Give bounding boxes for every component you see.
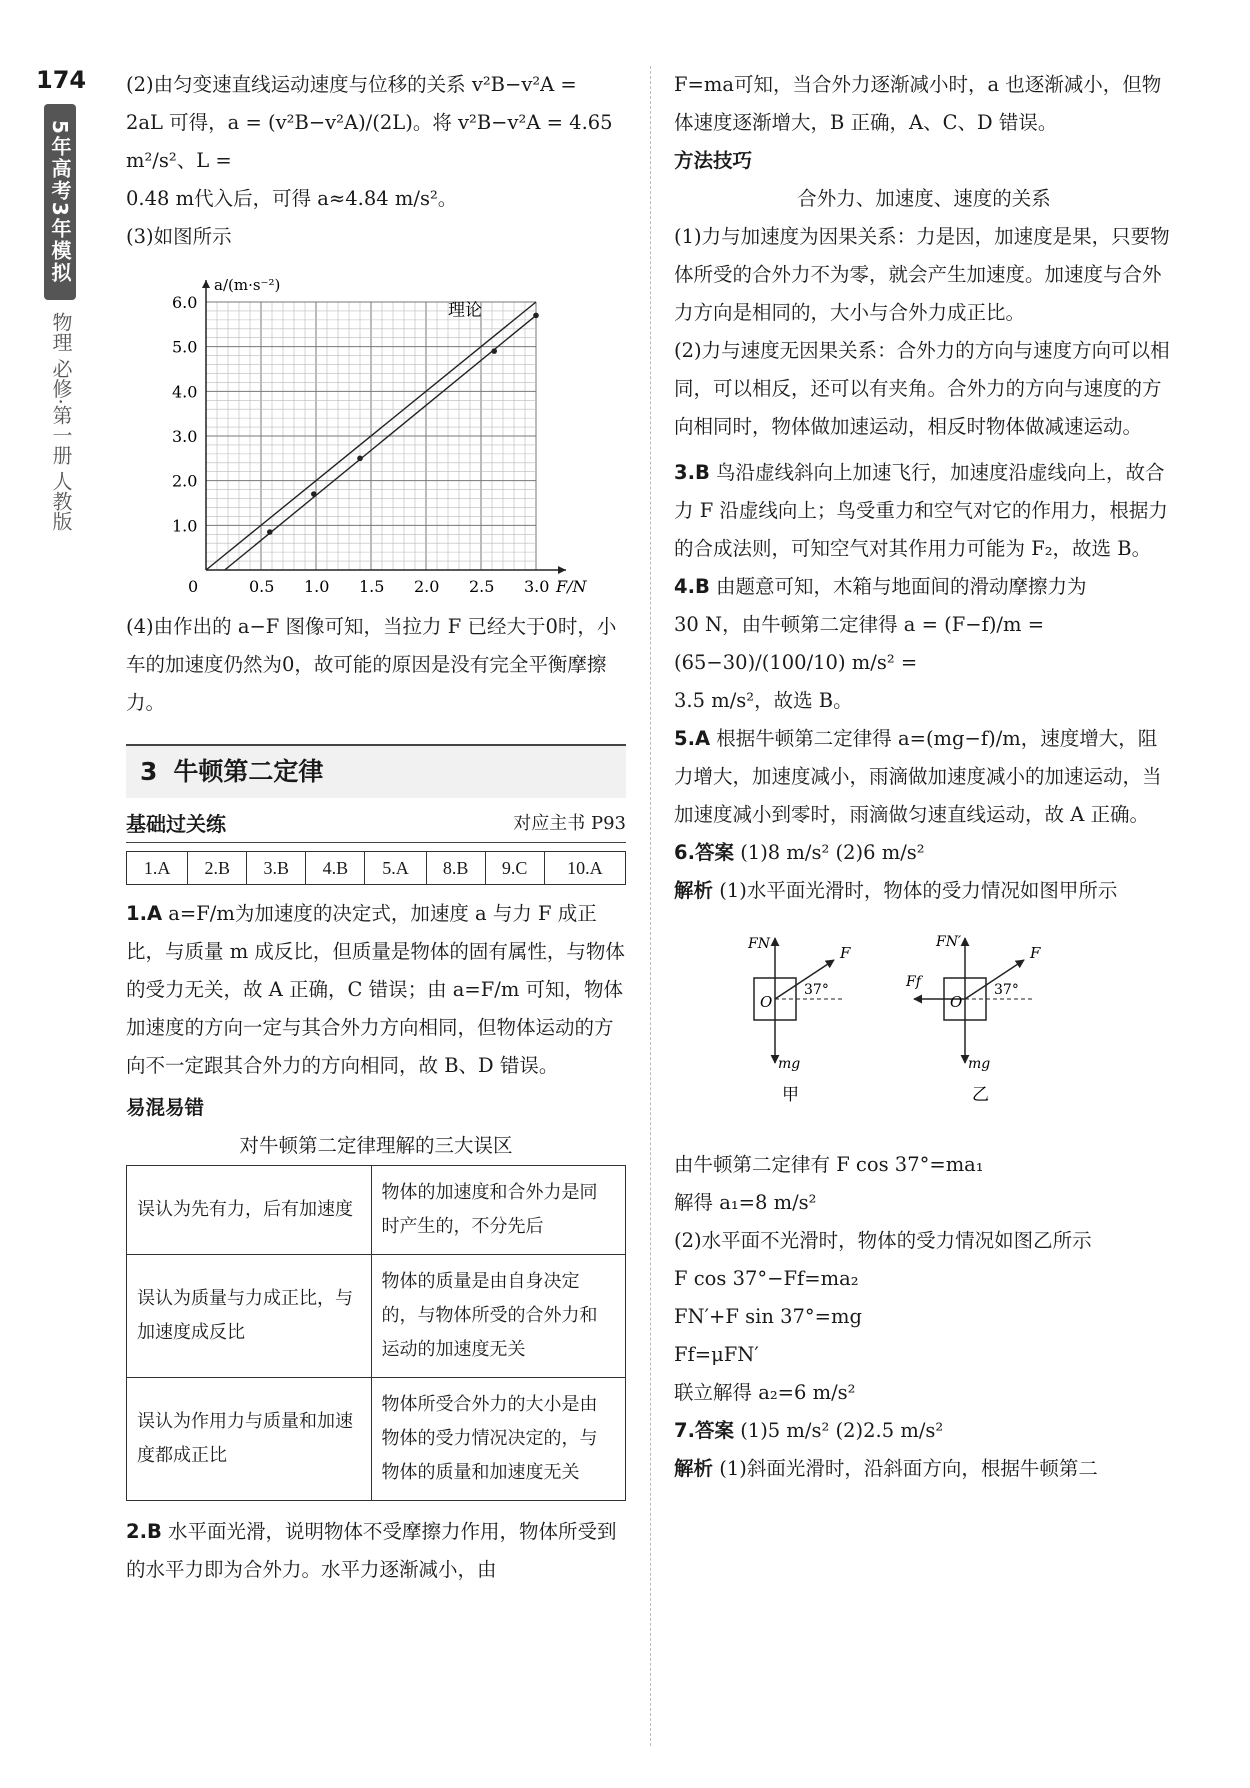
data-point (491, 348, 497, 354)
x-tick-label: 2.0 (414, 577, 440, 596)
origin-label: O (760, 993, 773, 1011)
angle-label: 37° (804, 982, 829, 998)
x-axis-label: F/N (556, 577, 587, 596)
mix-table-title: 对牛顿第二定律理解的三大误区 (239, 1134, 513, 1157)
table-cell: 物体的加速度和合外力是同时产生的，不分先后 (371, 1166, 626, 1255)
table-cell: 物体所受合外力的大小是由物体的受力情况决定的，与物体的质量和加速度无关 (371, 1378, 626, 1501)
data-point (311, 491, 317, 497)
question-number: 3.B (674, 461, 710, 484)
text-line: 3.5 m/s²，故选 B。 (674, 689, 853, 712)
legend-label: 理论 (448, 300, 482, 321)
table-row (127, 1255, 626, 1378)
answer-table (126, 851, 626, 885)
analysis-text: (1)水平面光滑时，物体的受力情况如图甲所示 (719, 879, 1118, 902)
x-tick-label: 3.0 (524, 577, 550, 596)
answer-cell: 3.B (247, 852, 306, 885)
method-paragraph: (2)力与速度无因果关系：合外力的方向与速度方向可以相同，可以相反，还可以有夹角。合外力的方向与速度的方向相同时，物体做加速运动，相反时物体做减速运动。 (674, 339, 1170, 438)
data-point (267, 529, 273, 535)
question-7-analysis (674, 1450, 1174, 1488)
x-tick-label: 1.5 (359, 577, 385, 596)
method-subtitle: 合外力、加速度、速度的关系 (797, 187, 1051, 210)
book-series-tab: 5年高考3年模拟 (44, 104, 76, 300)
book-subtitle: 物理 必修·第一册 人教版 (49, 312, 73, 532)
diagram-caption: 甲 (782, 1085, 799, 1105)
x-tick-label: 1.0 (304, 577, 330, 596)
analysis-text: (1)斜面光滑时，沿斜面方向，根据牛顿第二 (719, 1457, 1098, 1480)
origin-label: O (950, 993, 963, 1011)
y-tick-label: 1.0 (172, 516, 198, 536)
table-cell: 误认为质量与力成正比，与加速度成反比 (127, 1255, 372, 1378)
fn-label: FN (748, 936, 770, 952)
text-line: 0.48 m代入后，可得 a≈4.84 m/s²。 (126, 187, 458, 210)
f-label: F (1030, 944, 1041, 962)
question-number: 1.A (126, 902, 163, 925)
y-axis-arrow (202, 280, 210, 288)
question-1 (126, 895, 626, 1085)
text-line: 解得 a₁=8 m/s² (674, 1191, 817, 1214)
table-row (127, 1378, 626, 1501)
text-paragraph: F=ma可知，当合外力逐渐减小时，a 也逐渐减小，但物体速度逐渐增大，B 正确，A、C、D 错误。 (674, 73, 1162, 134)
equation-line: 30 N，由牛顿第二定律得 a = (F−f)/m = (65−30)/(100/10) m/s² = (674, 613, 1045, 674)
question-text: 根据牛顿第二定律得 a=(mg−f)/m，速度增大，阻力增大，加速度减小，雨滴做加速度减小的加速运动，当加速度减小到零时，雨滴做匀速直线运动，故 A 正确。 (674, 727, 1162, 826)
question-text: 水平面光滑，说明物体不受摩擦力作用，物体所受到的水平力即为合外力。水平力逐渐减小，由 (126, 1520, 617, 1581)
a-f-graph (126, 262, 626, 602)
right-column (674, 66, 1174, 1488)
table-row (127, 1166, 626, 1255)
question-number: 5.A (674, 727, 711, 750)
column-divider (650, 66, 651, 1746)
force-diagrams (674, 918, 1174, 1138)
section-number: 3 (140, 757, 158, 786)
fn2-label: FN′ (936, 934, 962, 950)
f-label: F (840, 944, 851, 962)
text-line: (2)水平面不光滑时，物体的受力情况如图乙所示 (674, 1229, 1092, 1252)
analysis-label: 解析 (674, 879, 714, 902)
diagram-caption: 乙 (972, 1085, 989, 1105)
ff-label: Ff (906, 974, 921, 990)
page-number: 174 (36, 66, 87, 94)
mg-label: mg (968, 1056, 991, 1072)
text-paragraph: (4)由作出的 a−F 图像可知，当拉力 F 已经大于0时，小车的加速度仍然为0，故可能的原因是没有完全平衡摩擦力。 (126, 615, 617, 714)
analysis-label: 解析 (674, 1457, 714, 1480)
text-line: FN′+F sin 37°=mg (674, 1305, 862, 1328)
question-number: 6.答案 (674, 841, 734, 864)
y-axis-label: a/(m·s⁻²) (214, 276, 281, 294)
answer-cell: 8.B (426, 852, 485, 885)
method-title: 方法技巧 (674, 149, 753, 172)
text-line: (2)由匀变速直线运动速度与位移的关系 v²B−v²A = (126, 73, 577, 96)
data-point (357, 456, 363, 462)
angle-label: 37° (994, 982, 1019, 998)
question-3 (674, 454, 1174, 568)
text-line: 联立解得 a₂=6 m/s² (674, 1381, 856, 1404)
x-axis-arrow (558, 566, 566, 574)
x-tick-label: 0.5 (249, 577, 275, 596)
question-7-answer (674, 1412, 1174, 1450)
y-tick-label: 5.0 (172, 337, 198, 357)
question-2 (126, 1513, 626, 1589)
x-tick-label: 2.5 (469, 577, 495, 596)
mix-title: 易混易错 (126, 1096, 205, 1119)
answer-cell: 1.A (127, 852, 188, 885)
answer-cell: 10.A (544, 852, 625, 885)
answer-cell: 9.C (485, 852, 544, 885)
text-line: 2aL 可得，a = (v²B−v²A)/(2L)。将 v²B−v²A = 4.65 m²/s²、L = (126, 111, 613, 172)
y-tick-label: 6.0 (172, 293, 198, 312)
question-number: 2.B (126, 1520, 162, 1543)
data-point (533, 313, 539, 319)
graph-svg (126, 262, 626, 602)
question-number: 4.B (674, 575, 710, 598)
text-line: F cos 37°−Ff=ma₂ (674, 1267, 859, 1290)
force-diagrams-svg (674, 918, 1174, 1138)
answer-cell: 2.B (188, 852, 247, 885)
table-cell: 误认为先有力，后有加速度 (127, 1166, 372, 1255)
diagram-jia (747, 936, 851, 1105)
answer-cell: 4.B (306, 852, 365, 885)
answer-text: (1)5 m/s² (2)2.5 m/s² (740, 1419, 944, 1442)
question-5 (674, 720, 1174, 834)
section-heading (126, 744, 626, 798)
method-paragraph: (1)力与加速度为因果关系：力是因，加速度是果，只要物体所受的合外力不为零，就会产生加速度。加速度与合外力方向是相同的，大小与合外力成正比。 (674, 225, 1170, 324)
left-column (126, 66, 626, 1589)
question-6-answer (674, 834, 1174, 872)
basic-practice-title: 基础过关练 (126, 812, 226, 836)
y-tick-label: 4.0 (172, 382, 198, 402)
basic-practice-ref: 对应主书 P93 (513, 813, 626, 834)
y-tick-label: 3.0 (172, 427, 198, 446)
misconception-table (126, 1165, 626, 1501)
text-line: 由牛顿第二定律有 F cos 37°=ma₁ (674, 1153, 984, 1176)
diagram-yi (905, 934, 1041, 1105)
answer-text: (1)8 m/s² (2)6 m/s² (740, 841, 925, 864)
text-line: (3)如图所示 (126, 225, 232, 248)
table-cell: 物体的质量是由自身决定的，与物体所受的合外力和运动的加速度无关 (371, 1255, 626, 1378)
question-text: 由题意可知，木箱与地面间的滑动摩擦力为 (716, 575, 1087, 598)
question-4 (674, 568, 1174, 606)
x-tick-label: 0 (188, 577, 199, 596)
question-text: 鸟沿虚线斜向上加速飞行，加速度沿虚线向上，故合力 F 沿虚线向上；鸟受重力和空气对它的作用力，根据力的合成法则，可知空气对其作用力可能为 F₂，故选 B。 (674, 461, 1168, 560)
question-text: a=F/m为加速度的决定式，加速度 a 与力 F 成正比，与质量 m 成反比，但质量是物体的固有属性，与物体的受力无关，故 A 正确，C 错误；由 a=F/m 可知，物体加速度的方向一定与其合外力方向相同，但物体运动的方向不一定跟其合外力的方向相同，故 B、D 错误。 (126, 902, 625, 1077)
section-title: 牛顿第二定律 (173, 757, 324, 786)
basic-practice-header (126, 806, 626, 843)
question-number: 7.答案 (674, 1419, 734, 1442)
mg-label: mg (778, 1056, 801, 1072)
y-tick-label: 2.0 (172, 471, 198, 491)
question-6-analysis (674, 872, 1174, 910)
table-cell: 误认为作用力与质量和加速度都成正比 (127, 1378, 372, 1501)
text-line: Ff=μFN′ (674, 1343, 759, 1366)
answer-cell: 5.A (365, 852, 426, 885)
